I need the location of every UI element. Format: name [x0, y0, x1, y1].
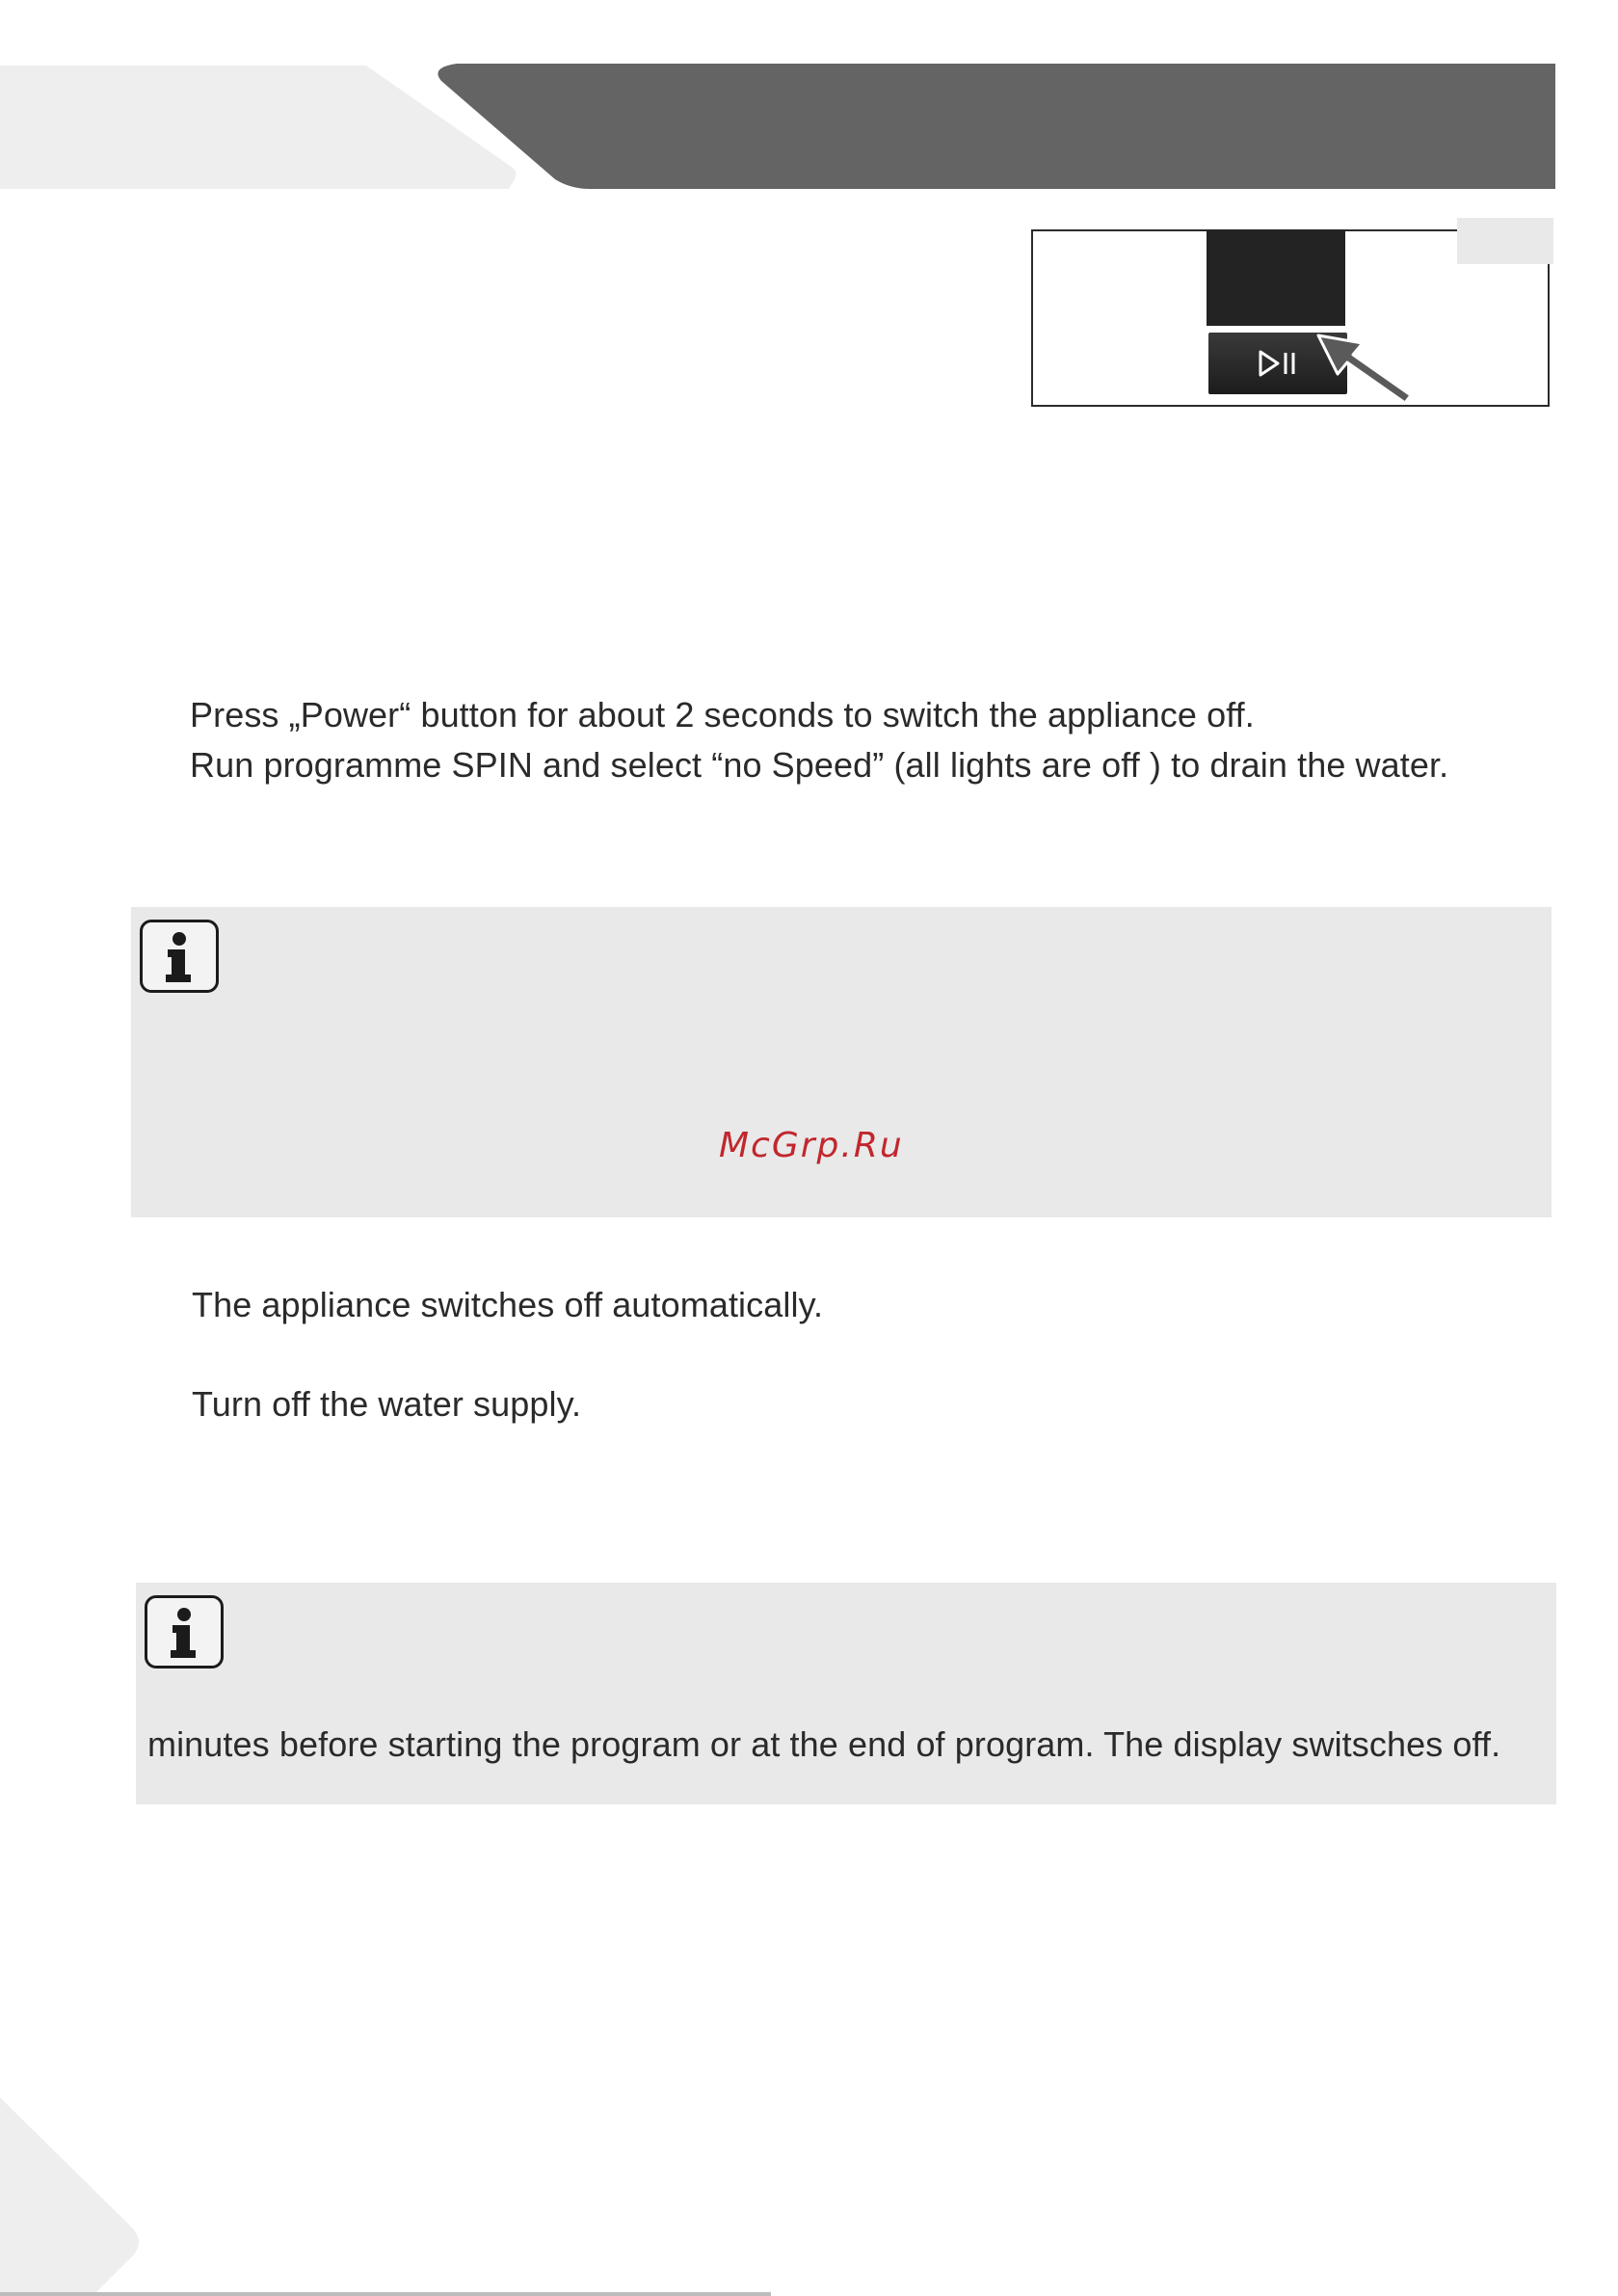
footer-rule [0, 2292, 771, 2296]
pointer-arrow-icon [1311, 328, 1426, 405]
header-tab-dark [436, 64, 1555, 189]
display-screen [1207, 229, 1345, 326]
instruction-line-water-supply: Turn off the water supply. [192, 1384, 582, 1424]
info-box-1 [131, 907, 1552, 1217]
play-pause-icon [1257, 349, 1299, 378]
info-box-2 [136, 1583, 1556, 1804]
watermark: McGrp.Ru [719, 1126, 904, 1165]
info-icon [140, 920, 219, 993]
instruction-line-auto-off: The appliance switches off automatically. [192, 1285, 824, 1324]
info-box-2-text: minutes before starting the program or at the end of program. The display switsches off. [147, 1724, 1501, 1764]
instruction-line-power: Press „Power“ button for about 2 seconds to switch the appliance off. [190, 695, 1255, 734]
instruction-line-spin: Run programme SPIN and select “no Speed” (all lights are off ) to drain the water. [190, 745, 1449, 785]
info-icon [145, 1595, 224, 1669]
footer-corner-tab [0, 2097, 154, 2296]
panel-notch [1457, 218, 1553, 264]
